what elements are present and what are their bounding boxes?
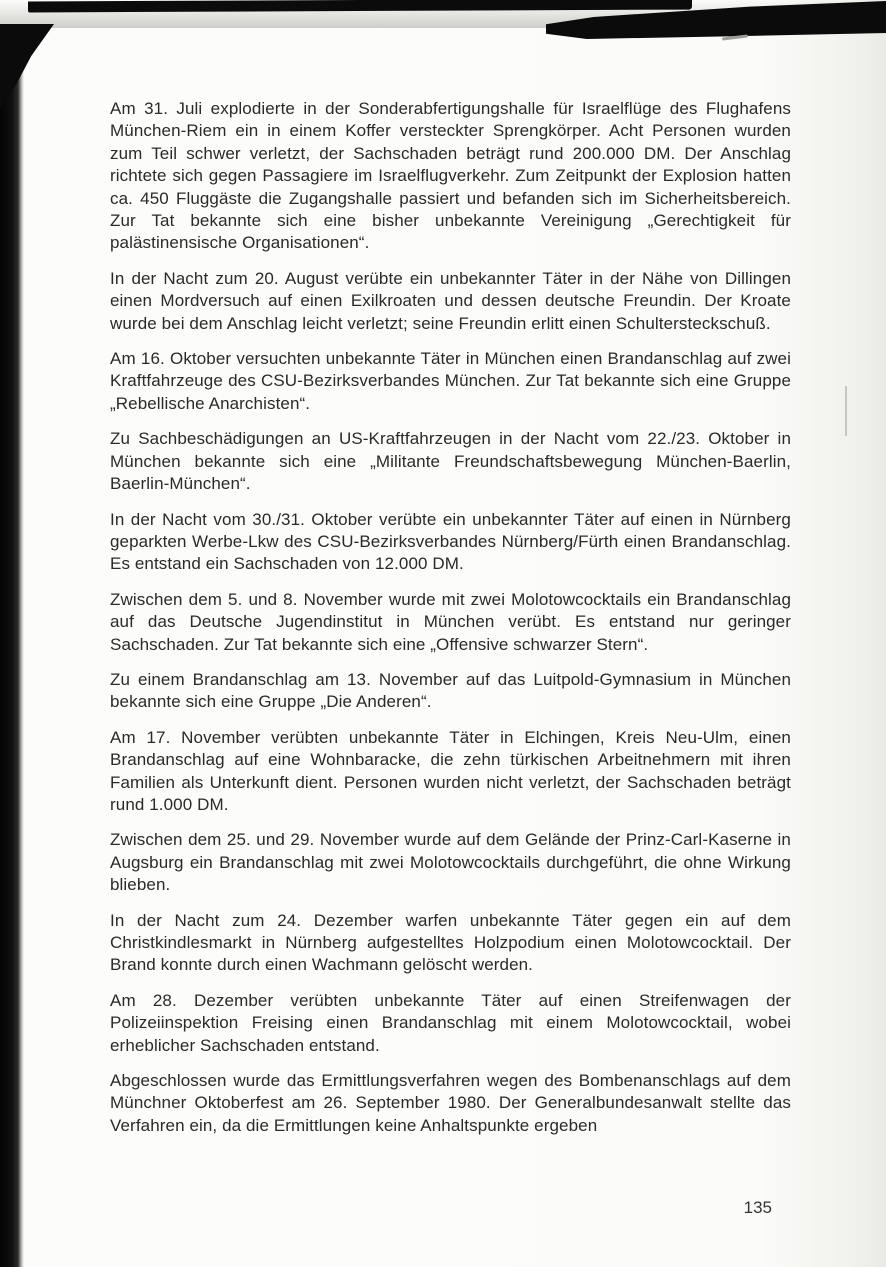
paragraph: Am 17. November verübten unbekannte Täter in Elchingen, Kreis Neu-Ulm, einen Brandanschlag auf eine Wohnbaracke, die zehn türkischen Arbeitnehmern mit ihren Familien als Unterkunft dient. Personen wurden nicht verletzt, der Sachschaden beträgt rund 1.000 DM. (110, 727, 791, 814)
paragraph: In der Nacht vom 30./31. Oktober verübte ein unbekannter Täter auf einen in Nürnberg geparkten Werbe-Lkw des CSU-Bezirksverbandes Nürnberg/Fürth einen Brandanschlag. Es entstand ein Sachschaden von 12.000 DM. (110, 509, 791, 574)
paragraph: Am 16. Oktober versuchten unbekannte Täter in München einen Brandanschlag auf zwei Kraftfahrzeuge des CSU-Bezirksverbandes München. Zur Tat bekannte sich eine Gruppe „Rebellische Anarchisten“. (110, 349, 791, 413)
paragraph: Zu Sachbeschädigungen an US-Kraftfahrzeugen in der Nacht vom 22./23. Oktober in München bekannte sich eine „Militante Freundschaftsbewegung München-Baerlin, Baerlin-München“. (110, 429, 791, 494)
paragraph: In der Nacht zum 20. August verübte ein unbekannter Täter in der Nähe von Dillingen einen Mordversuch auf einen Exilkroaten und dessen deutsche Freundin. Der Kroate wurde bei dem Anschlag leicht verletzt; seine Freundin erlitt einen Schultersteckschuß. (110, 268, 791, 333)
paragraph: Zwischen dem 25. und 29. November wurde auf dem Gelände der Prinz-Carl-Kaserne in Augsburg ein Brandanschlag mit zwei Molotowcocktails durchgeführt, die ohne Wirkung blieben. (110, 830, 791, 895)
scan-artifact-binding-shadow (0, 24, 24, 1267)
paragraph: Am 28. Dezember verübten unbekannte Täter auf einen Streifenwagen der Polizeiinspektion Freising einen Brandanschlag mit einem Molotowcocktail, wobei erheblicher Sachschaden entstand. (110, 990, 791, 1055)
paragraph: Zu einem Brandanschlag am 13. November auf das Luitpold-Gymnasium in München bekannte sich eine Gruppe „Die Anderen“. (110, 669, 791, 712)
text-block (110, 98, 791, 1150)
paragraph: Am 31. Juli explodierte in der Sonderabfertigungshalle für Israelflüge des Flughafens München-Riem ein in einem Koffer versteckter Sprengkörper. Acht Personen wurden zum Teil schwer verletzt, der Sachschaden beträgt rund 200.000 DM. Der Anschlag richtete sich gegen Passagiere im Israelflugverkehr. Zum Zeitpunkt der Explosion hatten ca. 450 Fluggäste die Zugangshalle passiert und befanden sich im Sicherheitsbereich. Zur Tat bekannte sich eine bisher unbekannte Vereinigung „Gerechtigkeit für palästinensische Organisationen“. (110, 99, 791, 253)
paragraph: Abgeschlossen wurde das Ermittlungsverfahren wegen des Bombenanschlags auf dem Münchner Oktoberfest am 26. September 1980. Der Generalbundesanwalt stellte das Verfahren ein, da die Ermittlungen keine Anhaltspunkte ergeben (110, 1071, 791, 1135)
paragraph: In der Nacht zum 24. Dezember warfen unbekannte Täter gegen ein auf dem Christkindlesmarkt in Nürnberg aufgestelltes Holzpodium einen Molotowcocktail. Der Brand konnte durch einen Wachmann gelöscht werden. (110, 910, 791, 975)
page-number: 135 (743, 1198, 772, 1217)
scan-artifact-left-wedge (0, 24, 54, 108)
paragraph: Zwischen dem 5. und 8. November wurde mit zwei Molotowcocktails ein Brandanschlag auf das Deutsche Jugendinstitut in München verübt. Es entstand nur geringer Sachschaden. Zur Tat bekannte sich eine „Offensive schwarzer Stern“. (110, 589, 791, 654)
scan-artifact-right-tick (845, 386, 847, 436)
